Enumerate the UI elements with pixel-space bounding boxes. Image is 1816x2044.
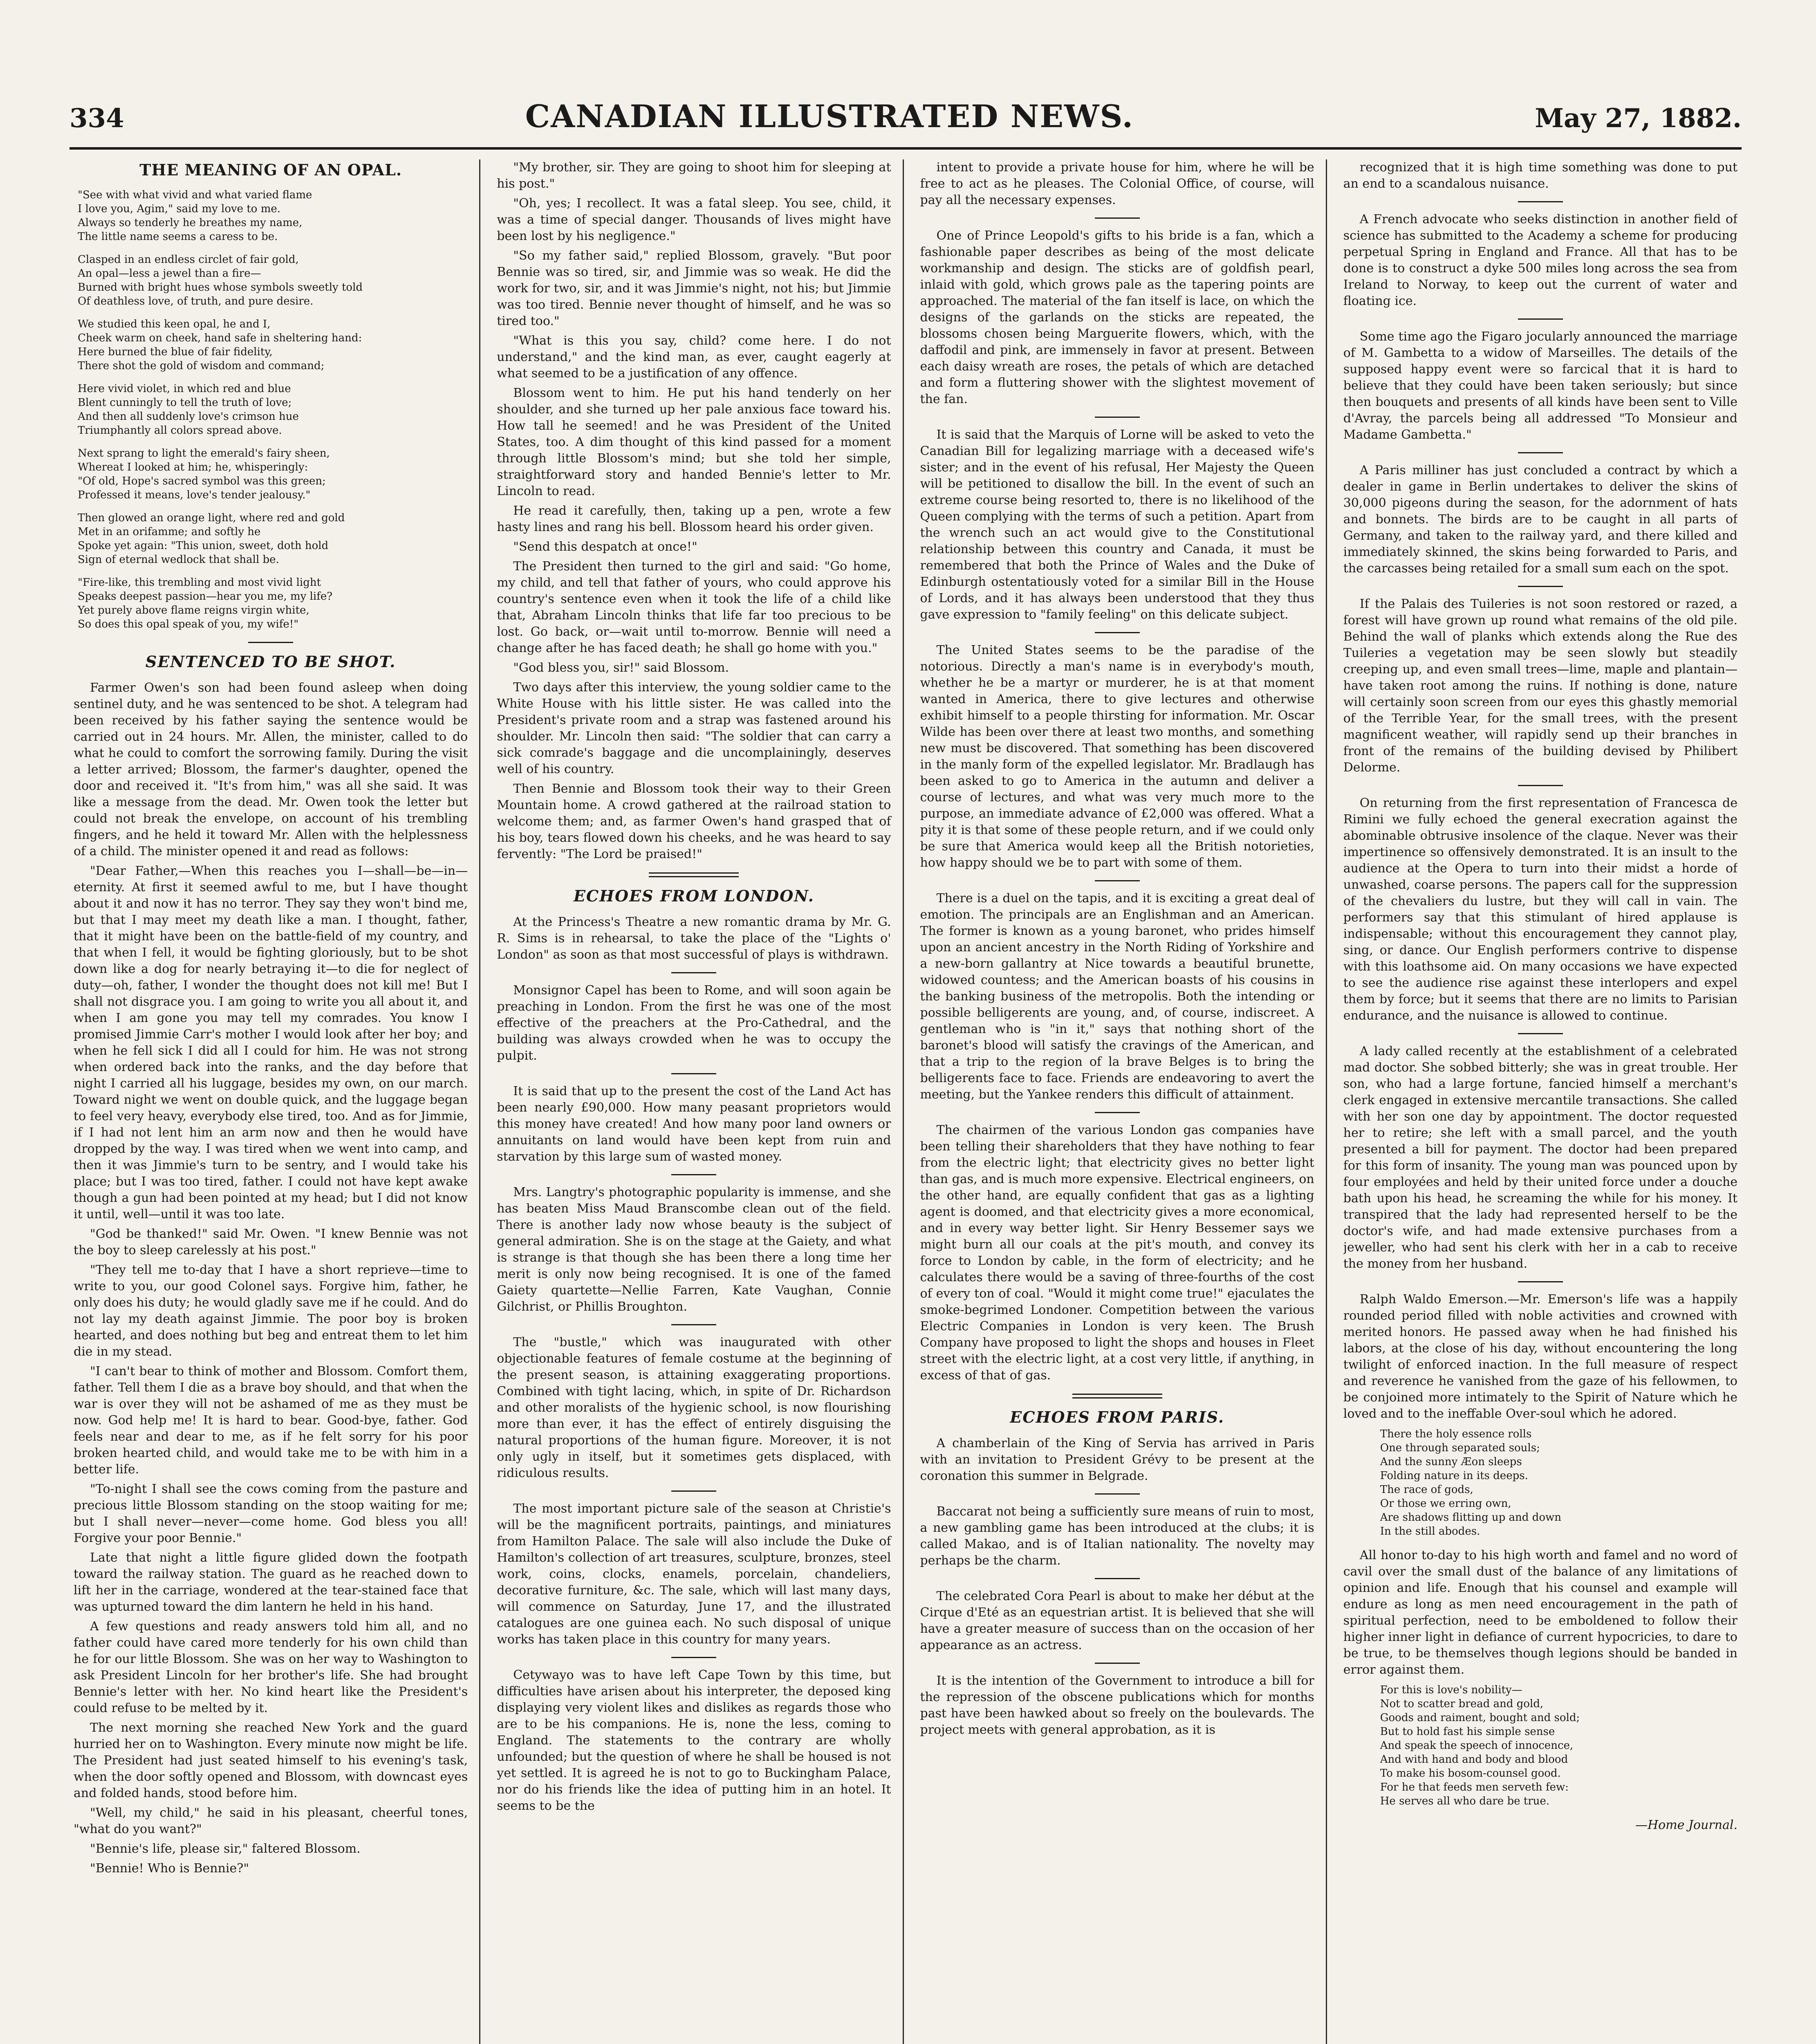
story-paragraph: Blossom went to him. He put his hand tenderly on her shoulder, and she turned up her pale anxious face toward his. How tall he seemed! and he was President of the United States, too. A dim thought of this kind passed for a moment through little Blossom's mind; but she told her simple, straightforward story and handed Bennie's letter to Mr. Lincoln to read. <box>497 386 891 498</box>
separator <box>671 972 716 973</box>
story-paragraph: He read it carefully, then, taking up a pen, wrote a few hasty lines and rang his bell. Blossom heard his order given. <box>497 504 891 534</box>
poem-stanza: Here vivid violet, in which red and blue Blent cunningly to tell the truth of love; And then all suddenly love's crimson hue Triumphantly all colors spread above. <box>78 383 299 437</box>
poem-title: THE MEANING OF AN OPAL. <box>139 161 402 179</box>
separator <box>1095 1578 1140 1579</box>
news-item: On returning from the first representation of Francesca de Rimini we fully echoed the general execration against the abominable obtrusive insolence of the claque. Never was their impertinence so offensively demonstrated. It is an insult to the audience at the Opera to turn into their midst a horde of unwashed, coarse persons. The papers call for the suppression of the chevaliers du lustre, but they will call in vain. The performers say that this stimulant of hired applause is indispensable; without this encouragement they cannot play, sing, or dance. Our English performers contrive to dispense with this loathsome aid. On many occasions we have expected to see the audience rise against these interlopers and expel them by force; but it seems that there are no limits to Parisian endurance, and the nuisance is allowed to continue. <box>1343 796 1738 1023</box>
news-item: It is said that the Marquis of Lorne will be asked to veto the Canadian Bill for legalizing marriage with a deceased wife's sister; and in the event of his refusal, Her Majesty the Queen will be petitioned to disallow the bill. In the event of such an extreme course being resorted to, there is no likelihood of the Queen complying with the terms of such a petition. Apart from the wrench such an act would give to the Constitutional relationship between this country and Canada, it must be remembered that both the Prince of Wales and the Duke of Edinburgh ostentatiously voted for a similar Bill in the House of Lords, and it has always been understood that they thus gave expression to "family feeling" on this delicate subject. <box>920 428 1314 622</box>
poem-stanza: Next sprang to light the emerald's fairy sheen, Whereat I looked at him; he, whisperingly: "Of old, Hope's sacred symbol was this green; Professed it means, love's tender jealousy." <box>78 447 330 501</box>
separator <box>671 1490 716 1492</box>
attribution: —Home Journal. <box>1635 1818 1738 1832</box>
emerson-poem: There the holy essence rolls One through separated souls; And the sunny Æon sleeps Folding nature in its deeps. The race of gods, Or those we erring own, Are shadows flitting up and down In the still abodes. <box>1380 1428 1561 1537</box>
separator <box>1095 1112 1140 1113</box>
separator <box>1518 1281 1563 1282</box>
story-title: SENTENCED TO BE SHOT. <box>145 652 396 671</box>
story-paragraph: "So my father said," replied Blossom, gravely. "But poor Bennie was so tired, sir, and Jimmie was so weak. He did the work for two, sir, and it was Jimmie's night, not his; but Jimmie was too tired. Bennie never thought of himself, and he was so tired too." <box>497 249 891 328</box>
news-item: A French advocate who seeks distinction in another field of science has submitted to the Academy a scheme for producing perpetual Spring in England and France. All that has to be done is to construct a dyke 500 miles long across the sea from Ireland to Norway, to keep out the current of water and floating ice. <box>1343 212 1738 308</box>
news-item: A lady called recently at the establishment of a celebrated mad doctor. She sobbed bitterly; she was in great trouble. Her son, who had a large fortune, fancied himself a merchant's clerk engaged in extensive mercantile transactions. She called with her son one day by appointment. The doctor requested her to retire; she left with a small parcel, and the youth presented a bill for payment. The doctor had been prepared for this form of insanity. The young man was pounced upon by four employées and held by their united force under a douche bath upon his head, he screaming the while for his money. It transpired that the lady had represented herself to be the doctor's wife, and had made extensive purchases from a jeweller, who had sent his clerk with her in a cab to receive the money from her husband. <box>1343 1044 1738 1271</box>
news-item: One of Prince Leopold's gifts to his bride is a fan, which a fashionable paper describes as being of the most delicate workmanship and design. The sticks are of goldfish pearl, inlaid with gold, which grows pale as the tapering points are approached. The material of the fan itself is lace, on which the designs of the garlands on the sticks are repeated, the blossoms chosen being Marguerite flowers, which, with the daffodil and pink, are immensely in favor at present. Between each daisy wreath are roses, the petals of which are detached and form a fluttering shower with the slightest movement of the fan. <box>920 229 1314 406</box>
closing-poem: For this is love's nobility— Not to scatter bread and gold, Goods and raiment, bought and sold; But to hold fast his simple sense And speak the speech of innocence, And with hand and body and blood To make his bosom-counsel good. For he that feeds men serveth few: He serves all who dare be true. <box>1380 1684 1580 1807</box>
story-paragraph: A few questions and ready answers told him all, and no father could have cared more tenderly for his own child than he for our little Blossom. She was on her way to Washington to ask President Lincoln for her brother's life. She had brought Bennie's letter with her. No kind heart like the President's could refuse to be melted by it. <box>74 1619 468 1715</box>
story-paragraph: Two days after this interview, the young soldier came to the White House with his little sister. He was called into the President's private room and a strap was fastened around his shoulder. Mr. Lincoln then said: "The soldier that can carry a sick comrade's baggage and die uncomplainingly, deserves well of his country. <box>497 680 891 776</box>
separator <box>1518 586 1563 587</box>
news-item: A chamberlain of the King of Servia has arrived in Paris with an invitation to President Grévy to be present at the coronation this summer in Belgrade. <box>920 1436 1314 1483</box>
separator <box>1095 880 1140 881</box>
column-3 <box>920 159 1327 2044</box>
column-1 <box>74 159 480 2044</box>
story-paragraph: "God bless you, sir!" said Blossom. <box>513 661 729 675</box>
separator <box>1095 632 1140 633</box>
story-paragraph: Late that night a little figure glided down the footpath toward the railway station. The guard as he reached down to lift her in the carriage, wondered at the tear-stained face that was upturned toward the dim lantern he held in his hand. <box>74 1551 468 1614</box>
separator <box>1518 1033 1563 1034</box>
news-item: There is a duel on the tapis, and it is exciting a great deal of emotion. The principals are an Englishman and an American. The former is known as a young baronet, who prides himself upon an ancient ancestry in the North Riding of Yorkshire and a new-born gallantry at Nice towards a beautiful brunette, widowed countess; and the American boasts of his cousins in the banking business of the metropolis. Both the intending or possible belligerents are young, and, of course, indiscreet. A gentleman who is "in it," says that nothing short of the baronet's blood will satisfy the cravings of the American, and that a trip to the region of la brave Belges is to bring the belligerents face to face. Friends are endeavoring to avert the meeting, but the Yankee renders this difficult of attainment. <box>920 891 1314 1102</box>
poem-stanza: We studied this keen opal, he and I, Cheek warm on cheek, hand safe in sheltering hand: Here burned the blue of fair fidelity, There shot the gold of wisdom and command; <box>78 318 362 372</box>
separator <box>1518 318 1563 320</box>
separator <box>671 1657 716 1658</box>
story-paragraph: "Send this despatch at once!" <box>513 540 697 554</box>
news-item: The celebrated Cora Pearl is about to make her début at the Cirque d'Eté as an equestrian artist. It is believed that she will have a greater measure of success than on the occasion of her appearance as an actress. <box>920 1589 1314 1652</box>
news-item: Mrs. Langtry's photographic popularity is immense, and she has beaten Miss Maud Branscombe clean out of the field. There is another lady now whose beauty is the subject of general admiration. She is on the stage at the Gaiety, and what is strange is that though she has been there a long time her merit is only now being recognised. It is one of the famed Gaiety quartette—Nellie Farren, Kate Vaughan, Connie Gilchrist, or Phillis Broughton. <box>497 1185 891 1314</box>
news-item: A Paris milliner has just concluded a contract by which a dealer in game in Berlin undertakes to deliver the skins of 30,000 pigeons during the season, for the adornment of hats and bonnets. The birds are to be caught in all parts of Germany, and taken to the railway yard, and there killed and immediately skinned, the skins being forwarded to Paris, and the carcasses being retailed for a small sum each on the spot. <box>1343 463 1738 576</box>
header-rule <box>70 147 1742 150</box>
story-paragraph: "My brother, sir. They are going to shoot him for sleeping at his post." <box>497 160 891 191</box>
news-item: Some time ago the Figaro jocularly announced the marriage of M. Gambetta to a widow of Marseilles. The details of the supposed happy event were so farcical that it is hard to believe that they could have been taken seriously; but since then bouquets and presents of all kinds have been sent to Ville d'Avray, the parcels being all addressed "To Monsieur and Madame Gambetta." <box>1343 329 1738 442</box>
poem-stanza: "See with what vivid and what varied flame I love you, Agim," said my love to me. Always so tenderly he breathes my name, The little name seems a caress to be. <box>78 189 312 243</box>
news-item: The United States seems to be the paradise of the notorious. Directly a man's name is in everybody's mouth, whether he be a martyr or murderer, he is at that moment wanted in America, there to give lectures and otherwise exhibit himself to a people thirsting for information. Mr. Oscar Wilde has been over there at least two months, and something new must be discovered. That something has been discovered in the manly form of the expelled legislator. Mr. Bradlaugh has been asked to go to America in the autumn and deliver a course of lectures, and what was very much more to the purpose, an immediate advance of £2,000 was offered. What a pity it is that some of these people return, and if we could only be sure that America would keep all the British notorieties, how happy should we be to part with some of them. <box>920 643 1314 870</box>
columns <box>74 159 1738 2044</box>
news-item: The "bustle," which was inaugurated with other objectionable features of female costume at the beginning of the present season, is attaining exaggerating proportions. Combined with tight lacing, which, in spite of Dr. Richardson and other moralists of the hygienic school, is now flourishing more than ever, it has the effect of entirely disguising the natural proportions of the human figure. Moreover, it is not only ugly in itself, but it sometimes gets displaced, with ridiculous results. <box>497 1335 891 1480</box>
poem-stanza: "Fire-like, this trembling and most vivid light Speaks deepest passion—hear you me, my life? Yet purely above flame reigns virgin white, So does this opal speak of you, my wife!" <box>78 576 333 630</box>
news-item: It is the intention of the Government to introduce a bill for the repression of the obscene publications which for months past have been hawked about so freely on the boulevards. The project meets with general approbation, as it is <box>920 1674 1314 1737</box>
news-item: intent to provide a private house for him, where he will be free to act as he pleases. The Colonial Office, of course, will pay all the necessary expenses. <box>920 160 1314 207</box>
separator <box>1518 201 1563 202</box>
story-paragraph: "Oh, yes; I recollect. It was a fatal sleep. You see, child, it was a time of special danger. Thousands of lives might have been lost by his negligence." <box>497 196 891 243</box>
story-paragraph: "Dear Father,—When this reaches you I—shall—be—in—eternity. At first it seemed awful to me, but I have thought about it and now it has no terror. They say they won't bind me, but that I may meet my death like a man. I thought, father, that it might have been on the battle-field of my country, and that when I fell, it would be fighting gloriously, but to be shot down like a dog for nearly betraying it—to die for neglect of duty—oh, father, I wonder the thought does not kill me! But I shall not disgrace you. I am going to write you all about it, and when I am gone you may tell my comrades. You know I promised Jimmie Carr's mother I would look after her boy; and when he fell sick I did all I could for him. He was not strong when ordered back into the ranks, and the day before that night I carried all his luggage, besides my own, on our march. Toward night we went on double quick, and the luggage began to feel very heavy, everybody else tired, too. And as for Jimmie, if I had not lent him an arm now and then he would have dropped by the way. I was tired when we went into camp, and then it was Jimmie's turn to be sentry, and I would take his place; but I was too tired, father. I could not have kept awake though a gun had been pointed at my head; but I did not know it until, well—until it was too late. <box>74 864 468 1221</box>
page-number: 334 <box>70 103 124 134</box>
story-paragraph: "Bennie! Who is Bennie?" <box>90 1861 249 1876</box>
story-paragraph: "Bennie's life, please sir," faltered Blossom. <box>90 1842 361 1856</box>
news-item: It is said that up to the present the cost of the Land Act has been nearly £90,000. How many peasant proprietors would this money have created! And how many poor land owners or annuitants on land would have been kept from ruin and starvation by this large sum of wasted money. <box>497 1084 891 1164</box>
story-paragraph: Farmer Owen's son had been found asleep when doing sentinel duty, and he was sentenced to be shot. A telegram had been received by his father saying the sentence would be carried out in 24 hours. Mr. Allen, the minister, called to do what he could to comfort the sorrowing family. During the visit a letter arrived; Blossom, the farmer's daughter, opened the door and received it. "It's from him," was all she said. It was like a message from the dead. Mr. Owen took the letter but could not break the envelope, on account of his trembling fingers, and he held it toward Mr. Allen with the helplessness of a child. The minister opened it and read as follows: <box>74 681 468 858</box>
echoes-london-title: ECHOES FROM LONDON. <box>573 887 814 905</box>
news-item: Ralph Waldo Emerson.—Mr. Emerson's life was a happily rounded period filled with noble activities and crowned with merited honors. He passed away when he had finished his labors, at the close of his day, without encountering the long twilight of enforced inaction. In the full measure of respect and reverence he vanished from the gaze of his fellowmen, to be conjoined more intimately to the Spirit of Nature which he loved and to the ineffable Over-soul which he adored. <box>1343 1292 1738 1421</box>
news-item: recognized that it is high time something was done to put an end to a scandalous nuisance. <box>1343 160 1738 191</box>
separator <box>1518 785 1563 786</box>
story-paragraph: "They tell me to-day that I have a short reprieve—time to write to you, our good Colonel says. Forgive him, father, he only does his duty; he would gladly save me if he could. And do not lay my death against Jimmie. The poor boy is broken hearted, and does nothing but beg and entreat them to let him die in my stead. <box>74 1263 468 1359</box>
news-item: Baccarat not being a sufficiently sure means of ruin to most, a new gambling game has been introduced at the clubs; it is called Makao, and is of Italian nationality. The novelty may perhaps be the charm. <box>920 1504 1314 1568</box>
news-item: All honor to-day to his high worth and famel and no word of cavil over the small dust of the balance of any limitations of opinion and life. Enough that his counsel and example will endure as long as men need encouragement in the path of spiritual perfection, need to be emboldened to follow their higher inner light in defiance of current hypocricies, to dare to be true, to be themselves though legions should be banded in error against them. <box>1343 1548 1738 1677</box>
section-separator <box>649 872 739 877</box>
masthead: CANADIAN ILLUSTRATED NEWS. <box>525 98 1134 134</box>
story-paragraph: "I can't bear to think of mother and Blossom. Comfort them, father. Tell them I die as a brave boy should, and that when the war is over they will not be ashamed of me as they must be now. God help me! It is hard to bear. Good-bye, father. God feels near and dear to me, as if he felt sorry for his poor broken hearted child, and would take me to be with him in a better life. <box>74 1364 468 1477</box>
news-item: Monsignor Capel has been to Rome, and will soon again be preaching in London. From the first he was one of the most effective of the preachers at the Pro-Cathedral, and the building was always crowded when he was to occupy the pulpit. <box>497 983 891 1063</box>
story-paragraph: The President then turned to the girl and said: "Go home, my child, and tell that father of yours, who could approve his country's sentence even when it took the life of a child like that, Abraham Lincoln thinks that life far too precious to be lost. Go back, or—wait until to-morrow. Bennie will need a change after he has faced death; he shall go home with you." <box>497 559 891 655</box>
separator <box>671 1073 716 1074</box>
news-item: If the Palais des Tuileries is not soon restored or razed, a forest will have grown up round what remains of the old pile. Behind the wall of planks which extends along the Rue des Tuileries a vegetation may be seen slowly but steadily creeping up, and even small trees—lime, maple and plantain—have taken root among the ruins. If nothing is done, nature will certainly soon screen from our eyes this ghastly memorial of the Terrible Year, for the small trees, with the present magnificent weather, will rapidly send up their branches in front of the remains of the building devised by Philibert Delorme. <box>1343 597 1738 775</box>
column-4 <box>1343 159 1738 2044</box>
news-item: Cetywayo was to have left Cape Town by this time, but difficulties have arisen about his interpreter, the deposed king displaying very violent likes and dislikes as regards those who are to be his companions. He is, none the less, coming to England. The statements to the contrary are wholly unfounded; but the question of where he shall be housed is not yet settled. It is agreed he is not to go to Buckingham Palace, nor do his friends like the idea of putting him in an hotel. It seems to be the <box>497 1668 891 1813</box>
story-paragraph: "Well, my child," he said in his pleasant, cheerful tones, "what do you want?" <box>74 1806 468 1836</box>
story-paragraph: "What is this you say, child? come here. I do not understand," and the kind man, as ever, caught eagerly at what seemed to be a justification of any offence. <box>497 334 891 381</box>
separator <box>671 1324 716 1325</box>
opal-poem <box>78 188 468 631</box>
story-paragraph: "To-night I shall see the cows coming from the pasture and precious little Blossom standing on the stoop waiting for me; but I shall never—never—come home. God bless you all! Forgive your poor Bennie." <box>74 1482 468 1545</box>
news-item: At the Princess's Theatre a new romantic drama by Mr. G. R. Sims is in rehearsal, to take the place of the "Lights o' London" as soon as that most successful of plays is withdrawn. <box>497 915 891 962</box>
separator <box>671 1174 716 1175</box>
separator <box>1518 452 1563 453</box>
story-paragraph: Then Bennie and Blossom took their way to their Green Mountain home. A crowd gathered at the railroad station to welcome them; and, as farmer Owen's hand grasped that of his boy, tears flowed down his cheeks, and he was heard to say fervently: "The Lord be praised!" <box>497 782 891 861</box>
story-paragraph: "God be thanked!" said Mr. Owen. "I knew Bennie was not the boy to sleep carelessly at his post." <box>74 1227 468 1257</box>
news-item: The most important picture sale of the season at Christie's will be the magnificent portraits, paintings, and miniatures from Hamilton Palace. The sale will also include the Duke of Hamilton's collection of art treasures, sculpture, bronzes, steel work, coins, clocks, enamels, porcelain, chandeliers, decorative furniture, &c. The sale, which will last many days, will commence on Saturday, June 17, and the illustrated catalogues are one guinea each. No such disposal of unique works has taken place in this country for many years. <box>497 1502 891 1647</box>
column-2 <box>497 159 904 2044</box>
poem-stanza: Clasped in an endless circlet of fair gold, An opal—less a jewel than a fire— Burned with bright hues whose symbols sweetly told Of deathless love, of truth, and pure desire. <box>78 253 363 307</box>
separator <box>1095 217 1140 219</box>
separator <box>1095 417 1140 418</box>
separator <box>1095 1493 1140 1495</box>
separator <box>1095 1663 1140 1664</box>
echoes-paris-title: ECHOES FROM PARIS. <box>1010 1408 1225 1426</box>
separator <box>248 642 293 643</box>
news-item: The chairmen of the various London gas companies have been telling their shareholders that they have nothing to fear from the electric light; that electricity gives no better light than gas, and is much more expensive. Electrical engineers, on the other hand, are equally confident that gas as a lighting agent is doomed, and that electricity gives a more economical, and in every way better light. Sir Henry Bessemer says we might burn all our coals at the pit's mouth, and convey its force to London by cable, in the form of electricity; and he calculates there would be a saving of three-fourths of the cost of every ton of coal. "Would it might come true!" ejaculates the smoke-begrimed Londoner. Competition between the various Electric Companies in London is very keen. The Brush Company have proposed to light the shops and houses in Fleet street with the electric light, at a cost very little, if anything, in excess of that of gas. <box>920 1123 1314 1383</box>
poem-stanza: Then glowed an orange light, where red and gold Met in an orifamme; and softly he Spoke yet again: "This union, sweet, doth hold Sign of eternal wedlock that shall be. <box>78 512 345 566</box>
issue-date: May 27, 1882. <box>1535 103 1742 134</box>
story-paragraph: The next morning she reached New York and the guard hurried her on to Washington. Every minute now might be life. The President had just seated himself to his evening's task, when the door softly opened and Blossom, with downcast eyes and folded hands, stood before him. <box>74 1721 468 1800</box>
page-header <box>70 98 1742 143</box>
section-separator <box>1072 1394 1162 1399</box>
